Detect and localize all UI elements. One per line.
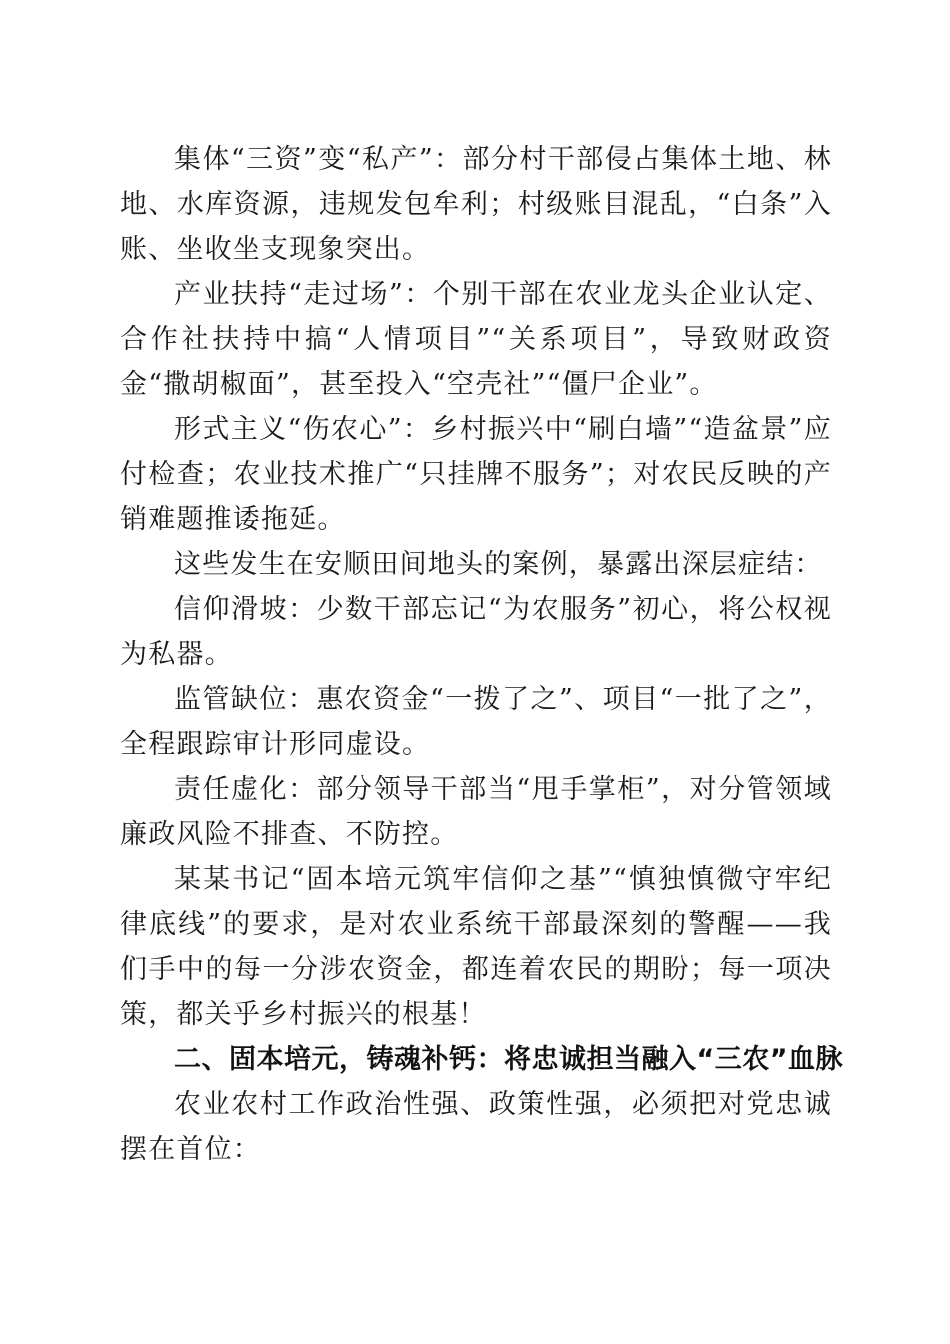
paragraph-faith-decline: 信仰滑坡：少数干部忘记“为农服务”初心，将公权视为私器。 [120,594,832,670]
section-heading: 二、固本培元，铸魂补钙：将忠诚担当融入“三农”血脉 [174,1044,843,1075]
paragraph-loyalty-first: 农业农村工作政治性强、政策性强，必须把对党忠诚摆在首位： [120,1089,832,1165]
paragraph-collective-assets: 集体“三资”变“私产”：部分村干部侵占集体土地、林地、水库资源，违规发包牟利；村级账目混乱，“白条”入账、坐收坐支现象突出。 [120,144,832,265]
paragraph-supervision-gap: 监管缺位：惠农资金“一拨了之”、项目“一批了之”，全程跟踪审计形同虚设。 [120,684,832,760]
paragraph-root-causes-intro: 这些发生在安顺田间地头的案例，暴露出深层症结： [174,549,823,580]
paragraph-formalism: 形式主义“伤农心”：乡村振兴中“刷白墙”“造盆景”应付检查；农业技术推广“只挂牌不服务”；对农民反映的产销难题推诿拖延。 [120,414,832,535]
paragraph-industry-support: 产业扶持“走过场”：个别干部在农业龙头企业认定、合作社扶持中搞“人情项目”“关系项目”，导致财政资金“撒胡椒面”，甚至投入“空壳社”“僵尸企业”。 [120,279,832,400]
paragraph-secretary-requirements: 某某书记“固本培元筑牢信仰之基”“慎独慎微守牢纪律底线”的要求，是对农业系统干部最深刻的警醒——我们手中的每一分涉农资金，都连着农民的期盼；每一项决策，都关乎乡村振兴的根基！ [120,864,832,1030]
paragraph-responsibility-weakened: 责任虚化：部分领导干部当“甩手掌柜”，对分管领域廉政风险不排查、不防控。 [120,774,832,850]
document-body [120,137,843,1172]
